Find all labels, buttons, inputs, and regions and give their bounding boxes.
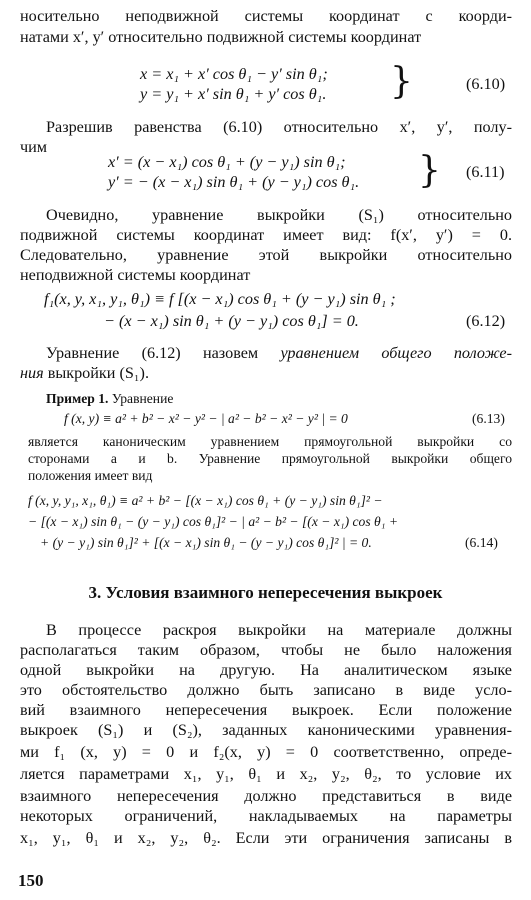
text-line: натами x′, y′ относительно подвижной системы координат [20,28,422,46]
page-number: 150 [18,871,44,890]
text-line: является каноническим уравнением прямоугольной выкройки со [28,434,512,449]
text-line: неподвижной системы координат [20,266,251,284]
equation-number: (6.12) [466,312,506,330]
text-line: ми f₁ (x, y) = 0 и f₂(x, y) = 0 соответственно, опреде- [20,743,512,761]
text-line: это обстоятельство должно быть записано в виде усло- [20,681,512,699]
text-line: Разрешив равенства (6.10) относительно x′, y′, полу- [46,118,512,136]
equation-line: f (x, y) ≡ a² + b² − x² − y² − | a² − b² − x² − y² | = 0 [64,411,348,426]
text-span: выкройки (S₁). [43,364,149,382]
equation-line: x′ = (x − x₁) cos θ₁ + (y − y₁) sin θ₁; [108,153,346,171]
equation-line: + (y − y₁) sin θ₁]² + [(x − x₁) sin θ₁ − (y − y₁) cos θ₁]² | = 0. [40,535,372,550]
curly-brace: } [390,61,413,102]
text-line: x₁, y₁, θ₁ и x₂, y₂, θ₂. Если эти ограничения записаны в [20,829,512,847]
curly-brace: } [418,150,441,191]
equation-number: (6.14) [465,535,498,550]
text-line: ляется параметрами x₁, y₁, θ₁ и x₂, y₂, θ₂, то условие их [20,765,512,783]
italic-term: ния [20,364,44,382]
text-line: носительно неподвижной системы координат с коорди- [20,7,512,25]
equation-line: − (x − x₁) sin θ₁ + (y − y₁) cos θ₁] = 0. [104,312,359,330]
text-line: некоторых ограничений, накладываемых на параметры [20,807,512,825]
equation-line: y = y₁ + x′ sin θ₁ + y′ cos θ₁. [140,85,327,103]
text-line: чим [20,138,48,156]
text-line: Очевидно, уравнение выкройки (S₁) относительно [46,206,512,224]
text-line: одной выкройки на другую. На аналитическом языке [20,661,512,679]
equation-line: y′ = − (x − x₁) sin θ₁ + (y − y₁) cos θ₁. [108,173,360,191]
text-line: вий взаимного непересечения выкроек. Если положение [20,701,512,719]
text-line: В процессе раскроя выкройки на материале должны [46,621,512,639]
text-line: подвижной системы координат имеет вид: f(x′, y′) = 0. [20,226,512,244]
italic-term: уравнением общего положе- [280,344,512,362]
example-label: Пример 1. [46,391,109,406]
equation-line: − [(x − x₁) sin θ₁ − (y − y₁) cos θ₁]² − | a² − b² − [(x − x₁) cos θ₁ + [28,514,399,529]
equation-line: x = x₁ + x′ cos θ₁ − y′ sin θ₁; [140,65,328,83]
example-label-line [46,391,173,407]
text-line: выкроек (S₁) и (S₂), заданных каноническими уравнения- [20,721,512,739]
equation-line: f (x, y, y₁, x₁, θ₁) ≡ a² + b² − [(x − x₁) cos θ₁ + (y − y₁) sin θ₁]² − [28,493,383,508]
equation-line: f₁(x, y, x₁, y₁, θ₁) ≡ f [(x − x₁) cos θ₁ + (y − y₁) sin θ₁ ; [44,290,396,308]
text-line: сторонами a и b. Уравнение прямоугольной выкройки общего [28,451,512,466]
text-line: располагаться таким образом, чтобы не было наложения [20,641,512,659]
example-text: Уравнение [108,391,174,406]
text-line: положения имеет вид [28,468,153,483]
equation-number: (6.11) [466,163,505,181]
equation-number: (6.13) [472,411,505,426]
section-heading: 3. Условия взаимного непересечения выкроек [88,583,443,602]
text-line [46,343,512,363]
equation-number: (6.10) [466,75,506,93]
text-line: взаимного непересечения должно представиться в виде [20,787,512,805]
text-line [20,363,512,383]
text-line: Следовательно, уравнение этой выкройки относительно [20,246,512,264]
text-span: Уравнение (6.12) назовем [46,344,281,362]
